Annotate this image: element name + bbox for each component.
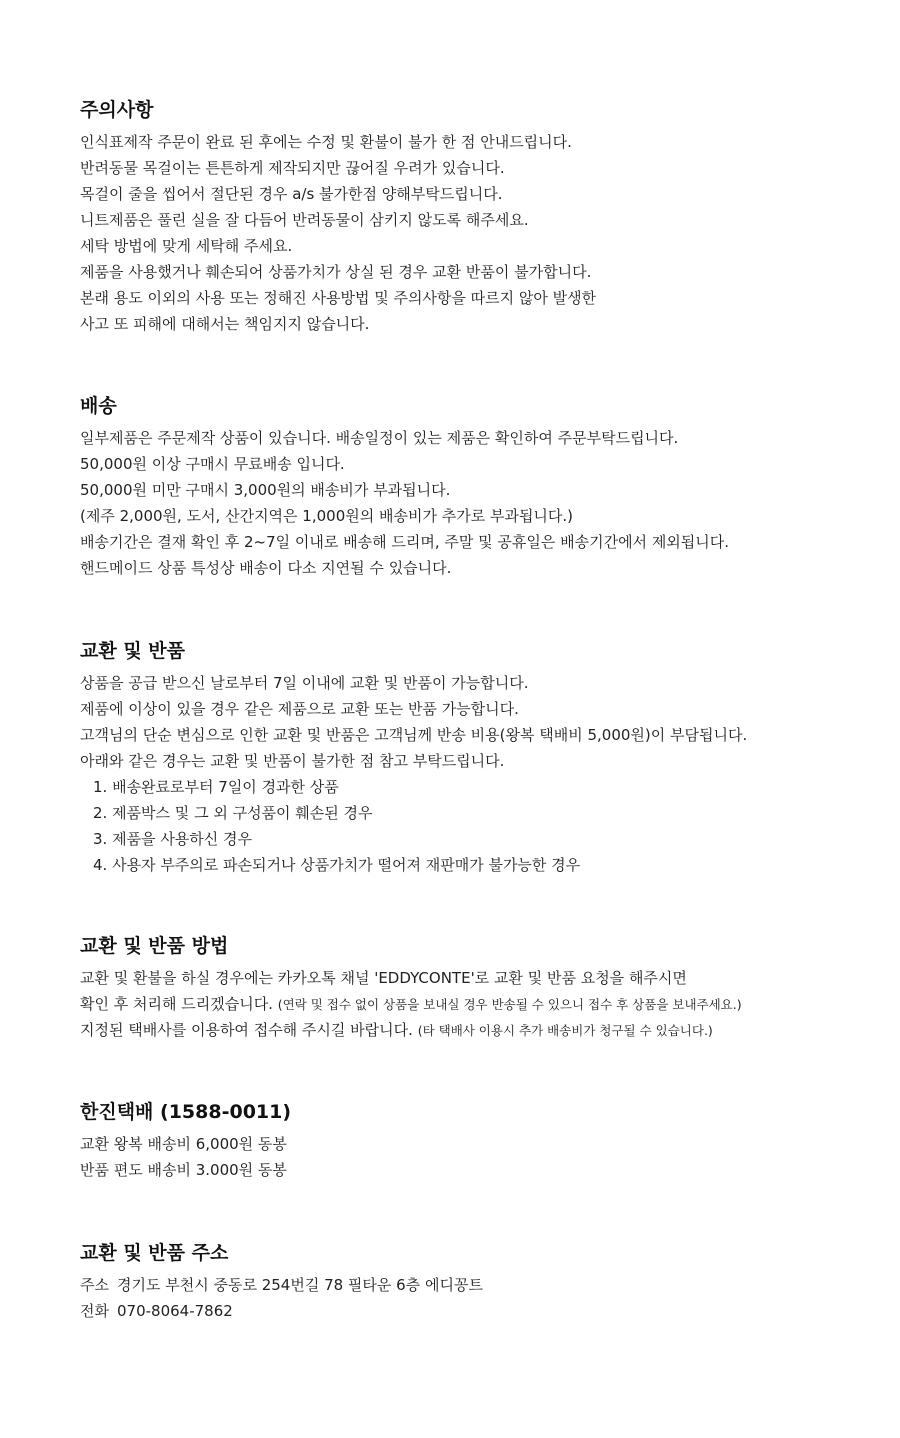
notice-title: 주의사항 [80, 99, 154, 121]
notice-line: 본래 용도 이외의 사용 또는 정해진 사용방법 및 주의사항을 따르지 않아 발생한 [80, 289, 597, 307]
shipping-line: 일부제품은 주문제작 상품이 있습니다. 배송일정이 있는 제품은 확인하여 주문부탁드립니다. [80, 429, 679, 447]
shipping-lines [80, 425, 840, 581]
shipping-line: 핸드메이드 상품 특성상 배송이 다소 지연될 수 있습니다. [80, 559, 452, 577]
exchange-list-item: 2. 제품박스 및 그 외 구성품이 훼손된 경우 [93, 804, 373, 822]
method-title: 교환 및 반품 방법 [80, 935, 229, 957]
exchange-line: 상품을 공급 받으신 날로부터 7일 이내에 교환 및 반품이 가능합니다. [80, 674, 529, 692]
method-line-main: 지정된 택배사를 이용하여 접수해 주시길 바랍니다. [80, 1021, 413, 1039]
notice-lines [80, 129, 840, 337]
notice-line: 세탁 방법에 맞게 세탁해 주세요. [80, 237, 293, 255]
courier-line: 반품 편도 배송비 3.000원 동봉 [80, 1161, 287, 1179]
shipping-title: 배송 [80, 395, 117, 417]
exchange-title: 교환 및 반품 [80, 640, 185, 662]
exchange-line: 제품에 이상이 있을 경우 같은 제품으로 교환 또는 반품 가능합니다. [80, 700, 519, 718]
shipping-line: 배송기간은 결재 확인 후 2~7일 이내로 배송해 드리며, 주말 및 공휴일은 배송기간에서 제외됩니다. [80, 533, 730, 551]
method-line-main: 확인 후 처리해 드리겠습니다. [80, 995, 273, 1013]
address-lines [80, 1272, 840, 1324]
phone-label: 전화 [80, 1302, 109, 1320]
address-label: 주소 [80, 1276, 109, 1294]
shipping-line: 50,000원 이상 구매시 무료배송 입니다. [80, 455, 345, 473]
notice-line: 반려동물 목걸이는 튼튼하게 제작되지만 끊어질 우려가 있습니다. [80, 159, 505, 177]
method-lines [80, 965, 840, 1043]
shipping-section [80, 393, 840, 581]
method-line-note: (타 택배사 이용시 추가 배송비가 청구될 수 있습니다.) [417, 1023, 713, 1038]
phone-line [80, 1298, 840, 1324]
notice-line: 목걸이 줄을 씹어서 절단된 경우 a/s 불가한점 양해부탁드립니다. [80, 185, 503, 203]
method-line: 교환 및 환불을 하실 경우에는 카카오톡 채널 'EDDYCONTE'로 교환 및 반품 요청을 해주시면 [80, 969, 687, 987]
notice-line: 니트제품은 풀린 실을 잘 다듬어 반려동물이 삼키지 않도록 해주세요. [80, 211, 529, 229]
exchange-line: 고객님의 단순 변심으로 인한 교환 및 반품은 고객님께 반송 비용(왕복 택배비 5,000원)이 부담됩니다. [80, 726, 748, 744]
address-title: 교환 및 반품 주소 [80, 1242, 229, 1264]
exchange-lines [80, 670, 840, 878]
shipping-line: 50,000원 미만 구매시 3,000원의 배송비가 부과됩니다. [80, 481, 451, 499]
notice-line: 사고 또 피해에 대해서는 책임지지 않습니다. [80, 315, 370, 333]
notice-line: 제품을 사용했거나 훼손되어 상품가치가 상실 된 경우 교환 반품이 불가합니다. [80, 263, 592, 281]
courier-title: 한진택배 (1588-0011) [80, 1101, 292, 1123]
courier-section [80, 1099, 840, 1183]
address-section [80, 1240, 840, 1324]
phone-value: 070-8064-7862 [116, 1302, 233, 1320]
courier-line: 교환 왕복 배송비 6,000원 동봉 [80, 1135, 287, 1153]
method-line-note: (연락 및 접수 없이 상품을 보내실 경우 반송될 수 있으니 접수 후 상품을 보내주세요.) [277, 997, 742, 1012]
courier-lines [80, 1131, 840, 1183]
exchange-list-item: 1. 배송완료로부터 7일이 경과한 상품 [93, 778, 339, 796]
exchange-section [80, 638, 840, 878]
exchange-list-item: 3. 제품을 사용하신 경우 [93, 830, 253, 848]
exchange-list-item: 4. 사용자 부주의로 파손되거나 상품가치가 떨어져 재판매가 불가능한 경우 [93, 856, 581, 874]
address-value: 경기도 부천시 중동로 254번길 78 필타운 6층 에디꽁트 [116, 1276, 483, 1294]
notice-line: 인식표제작 주문이 완료 된 후에는 수정 및 환불이 불가 한 점 안내드립니다. [80, 133, 572, 151]
address-line [80, 1272, 840, 1298]
exchange-line: 아래와 같은 경우는 교환 및 반품이 불가한 점 참고 부탁드립니다. [80, 752, 505, 770]
method-line [80, 991, 840, 1017]
notice-section [80, 97, 840, 337]
method-section [80, 933, 840, 1043]
shipping-line: (제주 2,000원, 도서, 산간지역은 1,000원의 배송비가 추가로 부과됩니다.) [80, 507, 574, 525]
method-line [80, 1017, 840, 1043]
